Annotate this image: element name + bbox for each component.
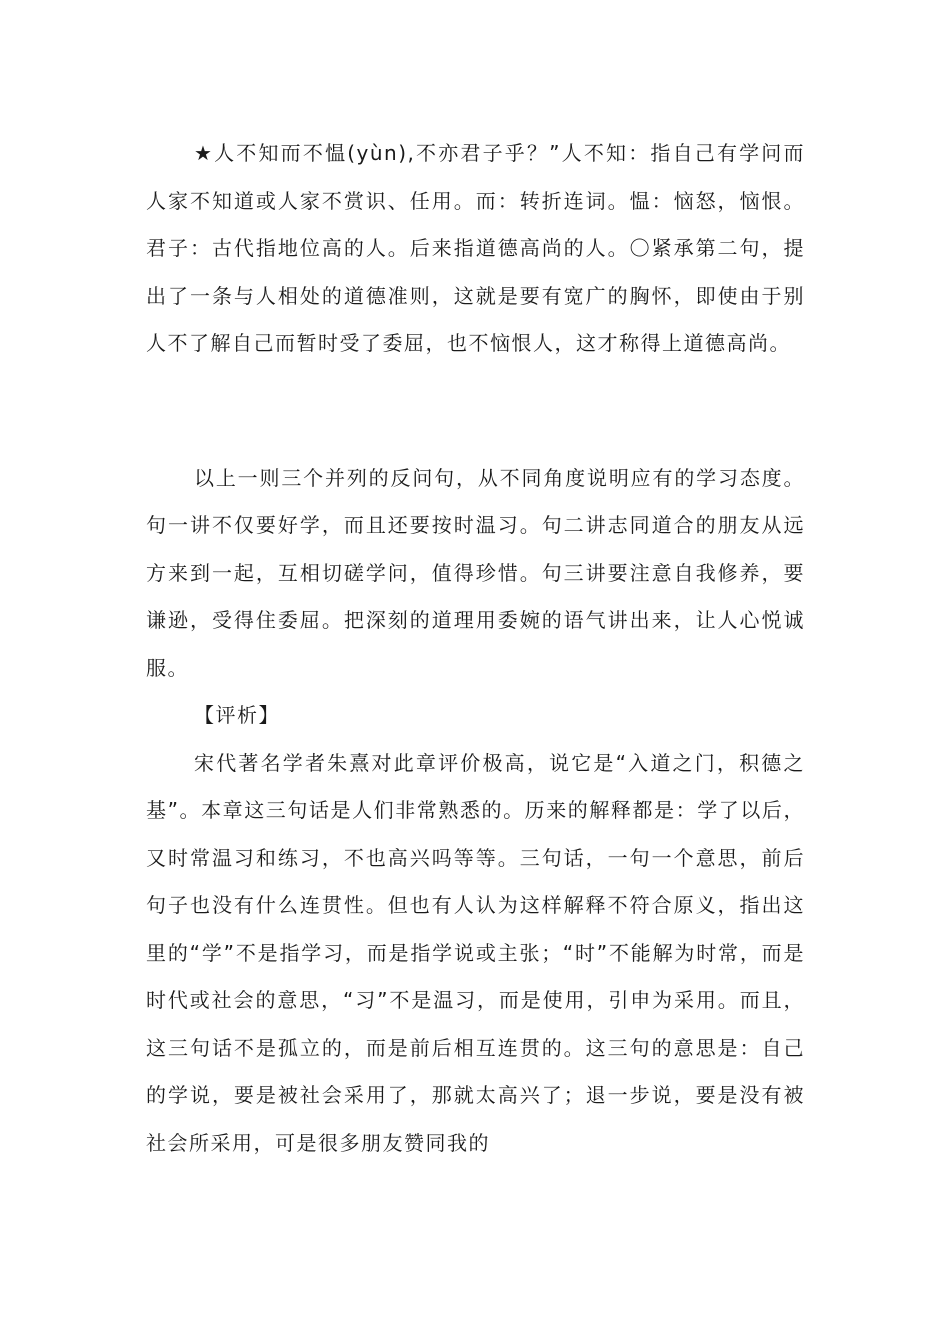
paragraph-analysis: 宋代著名学者朱熹对此章评价极高，说它是“入道之门，积德之基”。本章这三句话是人们非常熟悉的。历来的解释都是：学了以后，又时常温习和练习，不也高兴吗等等。三句话，一句一个意思，前后句子也没有什么连贯性。但也有人认为这样解释不符合原义，指出这里的“学”不是指学习，而是指学说或主张；“时”不能解为时常，而是时代或社会的意思，“习”不是温习，而是使用，引申为采用。而且，这三句话不是孤立的，而是前后相互连贯的。这三句的意思是：自己的学说，要是被社会采用了，那就太高兴了；退一步说，要是没有被社会所采用，可是很多朋友赞同我的	[146, 750, 805, 1155]
paragraph-summary: 以上一则三个并列的反问句，从不同角度说明应有的学习态度。句一讲不仅要好学，而且还要按时温习。句二讲志同道合的朋友从远方来到一起，互相切磋学问，值得珍惜。句三讲要注意自我修养，要谦逊，受得住委屈。把深刻的道理用委婉的语气讲出来，让人心悦诚服。	[146, 465, 805, 680]
section-heading: 【评析】	[194, 703, 280, 727]
document-page	[146, 130, 805, 1167]
paragraph-annotation: ★人不知而不愠(yùn),不亦君子乎？”人不知：指自己有学问而人家不知道或人家不赏识、任用。而：转折连词。愠：恼怒，恼恨。君子：古代指地位高的人。后来指道德高尚的人。〇紧承第二句，提出了一条与人相处的道德准则，这就是要有宽广的胸怀，即使由于别人不了解自己而暂时受了委屈，也不恼恨人，这才称得上道德高尚。	[146, 141, 805, 355]
